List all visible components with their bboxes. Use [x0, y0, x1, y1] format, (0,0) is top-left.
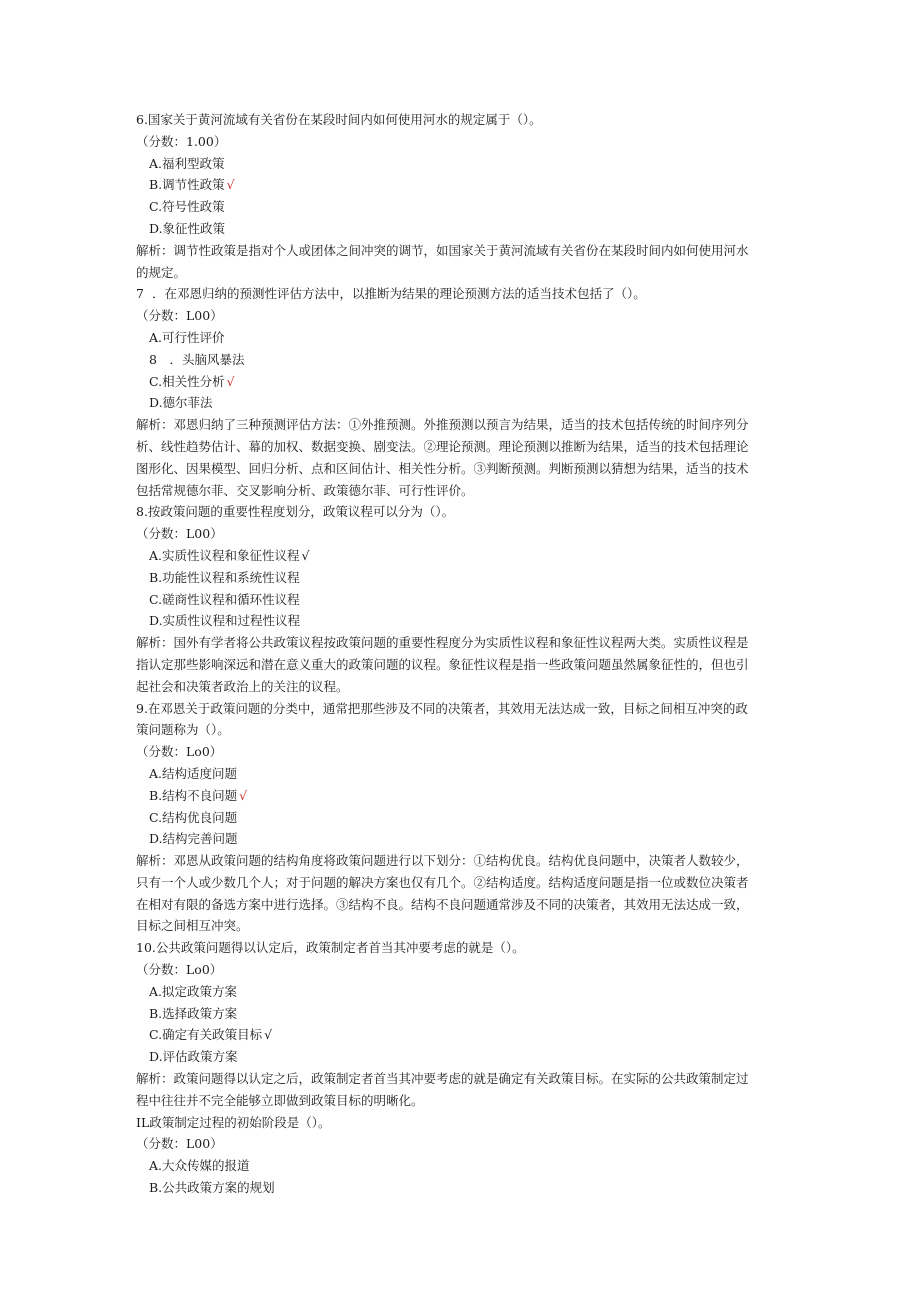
question-7-analysis-line: 包括常规德尔菲、交叉影响分析、政策德尔菲、可行性评价。: [136, 482, 474, 498]
question-6-analysis-line: 的规定。: [136, 264, 187, 280]
question-8-analysis-line: 起社会和决策者政治上的关注的议程。: [136, 678, 349, 694]
question-6-score: （分数：1.00）: [136, 133, 227, 149]
question-8-analysis-line: 解析：国外有学者将公共政策议程按政策问题的重要性程度分为实质性议程和象征性议程两大类。实质性议程是: [136, 635, 749, 651]
question-10-option-d: D.评估政策方案: [149, 1049, 238, 1065]
question-9-option-a: A.结构适度问题: [149, 765, 238, 781]
question-8-option-d: D.实质性议程和过程性议程: [149, 613, 301, 629]
question-9-analysis-line: 解析：邓恩从政策问题的结构角度将政策问题进行以下划分：①结构优良。结构优良问题中，决策者人数较少，: [136, 853, 749, 869]
question-6-option-b: B.调节性政策 √: [149, 177, 235, 193]
check-mark-icon: √: [239, 787, 248, 803]
question-9-option-b: B.结构不良问题 √: [149, 787, 248, 803]
question-8-stem: 8.按政策问题的重要性程度划分，政策议程可以分为（）。: [136, 504, 455, 520]
question-9-score: （分数：Lo0）: [136, 744, 223, 760]
question-7-analysis-line: 解析：邓恩归纳了三种预测评估方法：①外推预测。外推预测以预言为结果，适当的技术包括传统的时间序列分: [136, 417, 749, 433]
question-7-option-a: A.可行性评价: [149, 329, 225, 345]
question-6-option-d: D.象征性政策: [149, 220, 226, 236]
question-7-option-d: D.德尔菲法: [149, 395, 213, 411]
question-8-option-a: A.实质性议程和象征性议程 √: [149, 547, 310, 563]
question-7-stem: 7 ．在邓恩归纳的预测性评估方法中，以推断为结果的理论预测方法的适当技术包括了（）。: [136, 286, 646, 302]
question-10-option-b: B.选择政策方案: [149, 1005, 238, 1021]
question-6-option-a: A.福利型政策: [149, 155, 225, 171]
question-8-score: （分数：L00）: [136, 526, 223, 542]
question-9-option-d: D.结构完善问题: [149, 831, 238, 847]
check-mark-icon: √: [226, 177, 235, 193]
question-7-option-b: 8 ．头脑风暴法: [149, 351, 245, 367]
question-11-score: （分数：L00）: [136, 1136, 223, 1152]
question-7-option-c: C.相关性分析 √: [149, 373, 235, 389]
question-9-stem-continued: 策问题称为（）。: [136, 722, 230, 738]
question-8-analysis-line: 指认定那些影响深远和潜在意义重大的政策问题的议程。象征性议程是指一些政策问题虽然属象征性的，但也引: [136, 656, 749, 672]
question-9-option-c: C.结构优良问题: [149, 809, 238, 825]
question-6-stem: 6.国家关于黄河流域有关省份在某段时间内如何使用河水的规定属于（）。: [136, 112, 542, 127]
question-9-analysis-line: 目标之间相互冲突。: [136, 918, 249, 934]
question-9-stem: 9.在邓恩关于政策问题的分类中，通常把那些涉及不同的决策者，其效用无法达成一致，目标之间相互冲突的政: [136, 700, 748, 716]
question-10-option-a: A.拟定政策方案: [149, 983, 238, 999]
question-11-option-b: B.公共政策方案的规划: [149, 1180, 275, 1196]
question-6-option-c: C.符号性政策: [149, 199, 225, 215]
question-11-option-a: A.大众传媒的报道: [149, 1158, 250, 1174]
question-10-analysis-line: 解析：政策问题得以认定之后，政策制定者首当其冲要考虑的就是确定有关政策目标。在实际的公共政策制定过: [136, 1071, 749, 1087]
question-7-analysis-line: 析、线性趋势估计、幕的加权、数据变换、剧变法。②理论预测。理论预测以推断为结果，适当的技术包括理论: [136, 438, 749, 454]
question-7-score: （分数：L00）: [136, 308, 223, 324]
question-8-option-b: B.功能性议程和系统性议程: [149, 569, 300, 585]
question-9-analysis-line: 在相对有限的备选方案中进行选择。③结构不良。结构不良问题通常涉及不同的决策者，其效用无法达成一致，: [136, 896, 749, 912]
question-8-option-c: C.磋商性议程和循环性议程: [149, 591, 300, 607]
question-10-score: （分数：Lo0）: [136, 962, 223, 978]
question-6-analysis-line: 解析：调节性政策是指对个人或团体之间冲突的调节，如国家关于黄河流域有关省份在某段时间内如何使用河水: [136, 242, 749, 258]
question-7-analysis-line: 图形化、因果模型、回归分析、点和区间估计、相关性分析。③判断预测。判断预测以猜想为结果，适当的技术: [136, 460, 749, 476]
question-11-stem: IL政策制定过程的初始阶段是（）。: [136, 1114, 331, 1130]
question-9-analysis-line: 只有一个人或少数几个人；对于问题的解决方案也仅有几个。②结构适度。结构适度问题是指一位或数位决策者: [136, 874, 749, 890]
question-10-stem: 10.公共政策问题得以认定后，政策制定者首当其冲要考虑的就是（）。: [136, 940, 525, 956]
exam-page: [136, 109, 786, 1199]
check-mark-icon: √: [226, 373, 235, 389]
question-10-option-c: C.确定有关政策目标 √: [149, 1027, 273, 1043]
question-10-analysis-line: 程中往往并不完全能够立即做到政策目标的明晰化。: [136, 1092, 424, 1108]
check-mark-icon: √: [301, 547, 310, 563]
check-mark-icon: √: [264, 1027, 273, 1043]
